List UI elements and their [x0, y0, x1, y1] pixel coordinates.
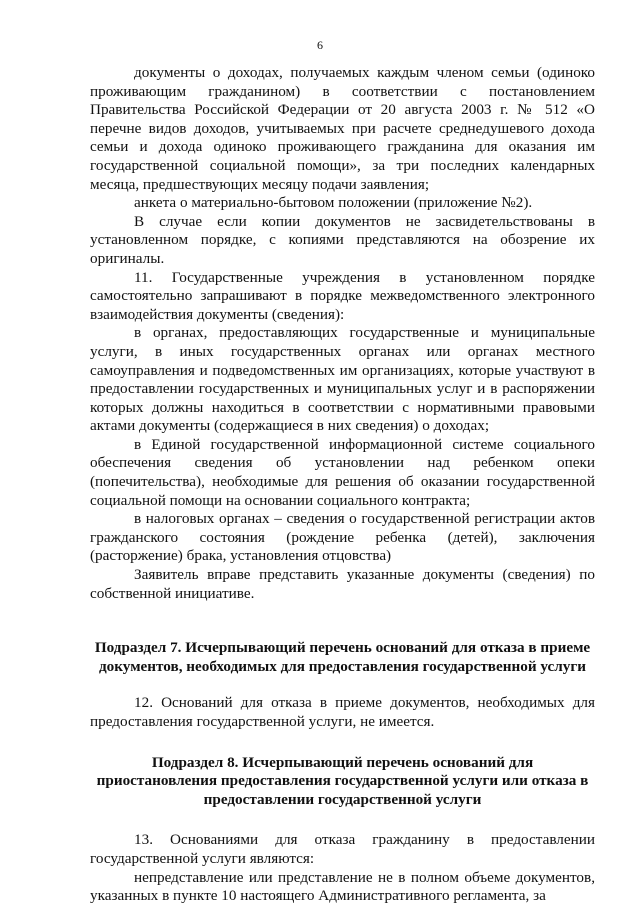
paragraph-item-13: 13. Основаниями для отказа гражданину в предоставлении государственной услуги являются: [90, 831, 595, 867]
paragraph-questionnaire: анкета о материально-бытовом положении (приложение №2). [134, 194, 533, 212]
heading-subsection-8: Подраздел 8. Исчерпывающий перечень оснований для приостановления предоставления государственной услуги или отказа в предоставлении государственной услуги [96, 753, 589, 808]
paragraph-authorities: в органах, предоставляющих государственные и муниципальные услуги, в иных государственных органах или органах местного самоуправления и подведомственных им организациях, которые участвуют в предоставлении государственных и муниципальных услуг и в распоряжении которых должны находиться в соответствии с нормативными правовыми актами документы (содержащиеся в них сведения) о доходах; [90, 324, 595, 435]
paragraph-applicant-right: Заявитель вправе представить указанные документы (сведения) по собственной инициативе. [90, 566, 595, 602]
paragraph-non-submission: непредставление или представление не в полном объеме документов, указанных в пункте 10 настоящего Административного регламента, за [90, 868, 595, 905]
paragraph-income-documents: документы о доходах, получаемых каждым членом семьи (одиноко проживающим гражданином) в соответствии с постановлением Правительства Российской Федерации от 20 августа 2003 г. № 512 «О перечне видов доходов, учитываемых при расчете среднедушевого дохода семьи и дохода одиноко проживающего гражданина для оказания им государственной социальной помощи», за три последних календарных месяца, предшествующих месяцу подачи заявления; [90, 64, 595, 193]
paragraph-tax-authorities: в налоговых органах – сведения о государственной регистрации актов гражданского состояния (рождение ребенка (детей), заключения (расторжение) брака, установления отцовства) [90, 510, 595, 565]
paragraph-unified-system: в Единой государственной информационной системе социального обеспечения сведения об установлении над ребенком опеки (попечительства), необходимые для решения об оказании государственной социальной помощи на основании социального контракта; [90, 435, 595, 509]
paragraph-item-11: 11. Государственные учреждения в установленном порядке самостоятельно запрашивают в порядке межведомственного электронного взаимодействия документы (сведения): [90, 268, 595, 323]
page-number: 6 [317, 38, 323, 52]
document-body [90, 64, 595, 906]
heading-subsection-7: Подраздел 7. Исчерпывающий перечень оснований для отказа в приеме документов, необходимых для предоставления государственной услуги [94, 639, 591, 675]
paragraph-item-12: 12. Оснований для отказа в приеме документов, необходимых для предоставления государственной услуги, не имеется. [90, 694, 595, 730]
paragraph-copies: В случае если копии документов не засвидетельствованы в установленном порядке, с копиями представляются на обозрение их оригиналы. [90, 212, 595, 267]
